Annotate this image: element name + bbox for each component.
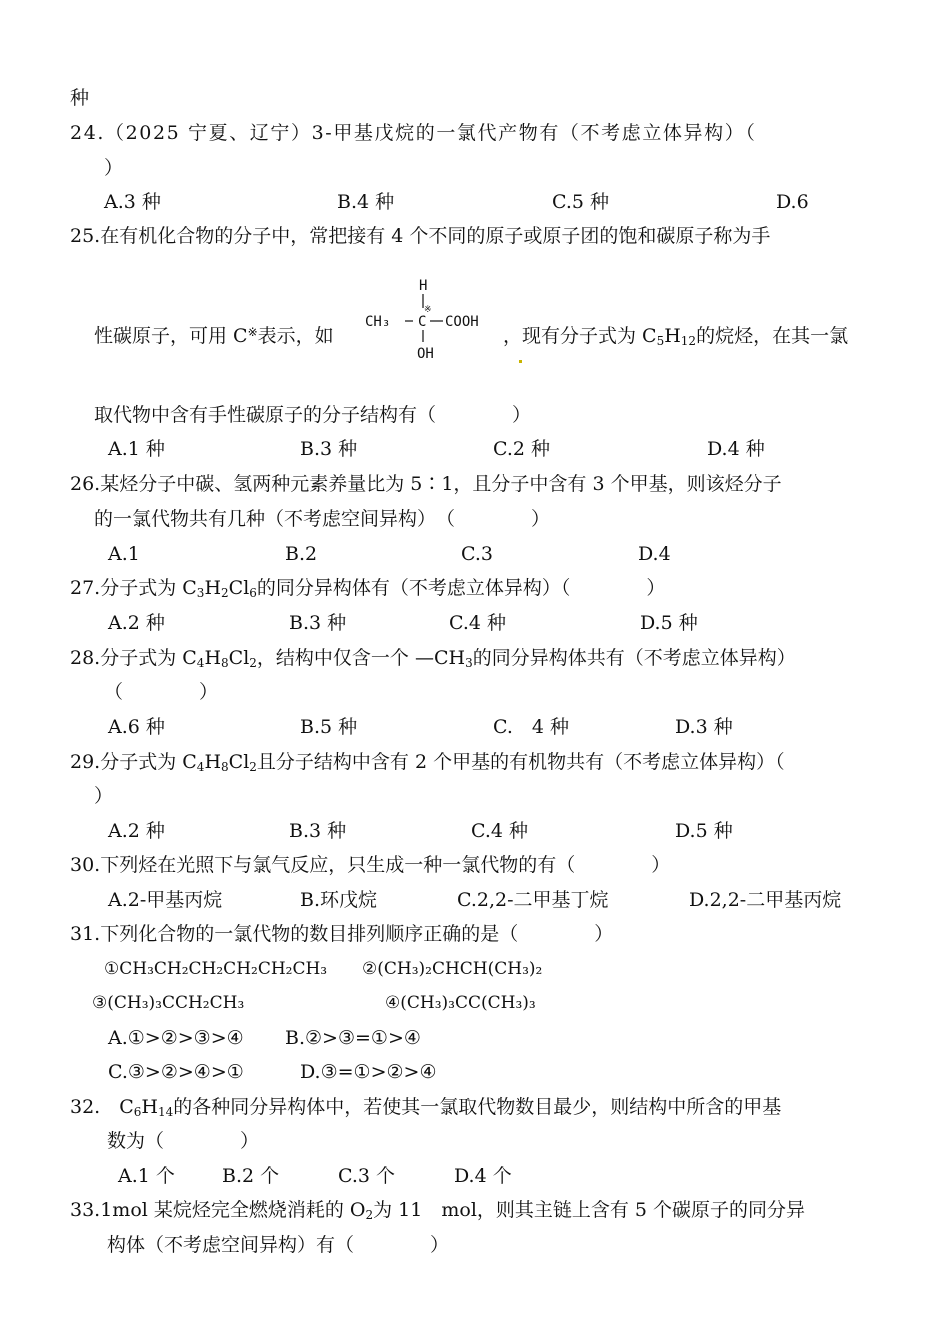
text-span: 27.分子式为 C xyxy=(70,577,197,599)
question-29-stem xyxy=(70,750,785,774)
question-31-option-b: B.②>③=①>④ xyxy=(285,1027,421,1049)
text-span: 的同分异构体共有（不考虑立体异构） xyxy=(472,647,796,669)
question-24-option-c: C.5 种 xyxy=(552,191,610,213)
text-span: Cl xyxy=(228,647,250,669)
question-26-option-d: D.4 xyxy=(638,543,671,565)
question-33-stem xyxy=(70,1198,805,1222)
subscript: 14 xyxy=(157,1105,174,1119)
atom-oh: OH xyxy=(417,346,434,362)
question-26-option-c: C.3 xyxy=(461,543,493,565)
question-25-stem-line2b xyxy=(503,324,848,348)
subscript: 3 xyxy=(465,656,473,670)
text-span: Cl xyxy=(228,751,250,773)
question-26-option-b: B.2 xyxy=(285,543,318,565)
question-24-stem: 24.（2025 宁夏、辽宁）3-甲基戊烷的一氯代产物有（不考虑立体异构）（ xyxy=(70,122,757,144)
text-span: H xyxy=(141,1096,158,1118)
question-25-option-d: D.4 种 xyxy=(707,438,765,460)
question-26-option-a: A.1 xyxy=(108,543,140,565)
subscript: 6 xyxy=(133,1105,142,1119)
text-span: 性碳原子，可用 C xyxy=(94,325,248,347)
subscript: 6 xyxy=(249,586,257,600)
compound-3: ③(CH₃)₃CCH₂CH₃ xyxy=(92,993,245,1013)
chiral-star: ※ xyxy=(424,305,432,315)
question-32-stem-line2: 数为（ ） xyxy=(107,1130,260,1152)
question-24-stem-end: ） xyxy=(104,157,124,179)
subscript: 2 xyxy=(249,656,257,670)
text-span: 29.分子式为 C xyxy=(70,751,197,773)
question-32-option-a: A.1 个 xyxy=(118,1165,175,1187)
question-25-stem-line2 xyxy=(94,324,334,348)
text-span: 的同分异构体有（不考虑立体异构）（ ） xyxy=(256,577,666,599)
question-25-option-c: C.2 种 xyxy=(493,438,551,460)
question-28-option-a: A.6 种 xyxy=(108,716,165,738)
question-31-option-d: D.③=①>②>④ xyxy=(300,1061,437,1083)
text-span: 表示，如 xyxy=(257,325,334,347)
question-30-option-d: D.2,2-二甲基丙烷 xyxy=(689,889,842,911)
question-32-stem xyxy=(70,1095,781,1119)
subscript: 8 xyxy=(221,656,229,670)
subscript: 4 xyxy=(196,760,205,774)
question-29-stem-end: ） xyxy=(94,785,114,807)
question-27-option-d: D.5 种 xyxy=(640,612,698,634)
chiral-molecule-structure xyxy=(363,276,503,366)
question-29-option-a: A.2 种 xyxy=(108,820,165,842)
question-30-option-b: B.环戊烷 xyxy=(300,889,378,911)
text-span: H xyxy=(664,325,681,347)
text-span: H xyxy=(204,647,222,669)
text-span: 的烷烃，在其一氯 xyxy=(696,325,849,347)
subscript: 5 xyxy=(656,334,665,348)
question-25-option-b: B.3 种 xyxy=(300,438,358,460)
question-28-stem xyxy=(70,646,796,670)
question-27-stem xyxy=(70,576,665,600)
question-26-stem: 26.某烃分子中碳、氢两种元素养量比为 5∶1，且分子中含有 3 个甲基，则该烃分子 xyxy=(70,473,782,495)
question-25-stem-line3: 取代物中含有手性碳原子的分子结构有（ ） xyxy=(94,404,532,426)
text-span: 33.1mol 某烷烃完全燃烧消耗的 O xyxy=(70,1199,366,1221)
atom-ch3: CH₃ xyxy=(365,314,391,330)
text-span: ，现有分子式为 C xyxy=(503,325,657,347)
question-32-option-b: B.2 个 xyxy=(222,1165,280,1187)
atom-c: C xyxy=(418,314,427,330)
subscript: 12 xyxy=(680,334,697,348)
question-24-option-d: D.6 xyxy=(776,191,809,213)
question-33-stem-line2: 构体（不考虑空间异构）有（ ） xyxy=(107,1234,450,1256)
question-28-option-b: B.5 种 xyxy=(300,716,358,738)
text-span: 且分子结构中含有 2 个甲基的有机物共有（不考虑立体异构）（ xyxy=(256,751,785,773)
question-30-option-a: A.2-甲基丙烷 xyxy=(108,889,223,911)
atom-cooh: COOH xyxy=(445,314,479,330)
subscript: 2 xyxy=(221,586,229,600)
question-29-option-b: B.3 种 xyxy=(289,820,347,842)
subscript: 2 xyxy=(365,1208,374,1222)
compound-2: ②(CH₃)₂CHCH(CH₃)₂ xyxy=(362,959,543,979)
text-span: H xyxy=(204,751,222,773)
question-25-option-a: A.1 种 xyxy=(108,438,165,460)
question-29-option-d: D.5 种 xyxy=(675,820,733,842)
question-24-option-a: A.3 种 xyxy=(104,191,161,213)
compound-4: ④(CH₃)₃CC(CH₃)₃ xyxy=(385,993,536,1013)
compound-1: ①CH₃CH₂CH₂CH₂CH₂CH₃ xyxy=(104,959,328,979)
question-26-stem-line2: 的一氯代物共有几种（不考虑空间异构） （ ） xyxy=(94,508,551,530)
question-30-option-c: C.2,2-二甲基丁烷 xyxy=(457,889,609,911)
question-32-option-d: D.4 个 xyxy=(454,1165,512,1187)
text-span: 的各种同分异构体中，若使其一氯取代物数目最少，则结构中所含的甲基 xyxy=(173,1096,782,1118)
text-span: 28.分子式为 C xyxy=(70,647,197,669)
subscript: 2 xyxy=(249,760,257,774)
question-25-stem: 25.在有机化合物的分子中，常把接有 4 个不同的原子或原子团的饱和碳原子称为手 xyxy=(70,225,771,247)
text-span: 32. C xyxy=(70,1096,134,1118)
chiral-mark: ※ xyxy=(247,325,258,339)
question-32-option-c: C.3 个 xyxy=(338,1165,396,1187)
atom-h: H xyxy=(419,278,428,294)
question-30-stem: 30.下列烃在光照下与氯气反应，只生成一种一氯代物的有（ ） xyxy=(70,854,671,876)
question-31-stem: 31.下列化合物的一氯代物的数目排列顺序正确的是（ ） xyxy=(70,923,614,945)
question-31-option-a: A.①>②>③>④ xyxy=(108,1027,244,1049)
continuation-text: 种 xyxy=(70,87,90,109)
question-28-option-c: C. 4 种 xyxy=(493,716,570,738)
question-31-option-c: C.③>②>④>① xyxy=(108,1061,244,1083)
text-span: 为 11 mol，则其主链上含有 5 个碳原子的同分异 xyxy=(373,1199,806,1221)
question-28-option-d: D.3 种 xyxy=(675,716,733,738)
stray-dot xyxy=(519,360,522,363)
question-27-option-c: C.4 种 xyxy=(449,612,507,634)
question-29-option-c: C.4 种 xyxy=(471,820,529,842)
text-span: ，结构中仅含一个 —CH xyxy=(256,647,466,669)
question-28-stem-line2: （ ） xyxy=(104,681,219,703)
text-span: Cl xyxy=(228,577,250,599)
subscript: 4 xyxy=(196,656,205,670)
question-27-option-a: A.2 种 xyxy=(108,612,165,634)
question-24-option-b: B.4 种 xyxy=(337,191,395,213)
text-span: H xyxy=(204,577,222,599)
subscript: 3 xyxy=(196,586,205,600)
subscript: 8 xyxy=(221,760,229,774)
question-27-option-b: B.3 种 xyxy=(289,612,347,634)
